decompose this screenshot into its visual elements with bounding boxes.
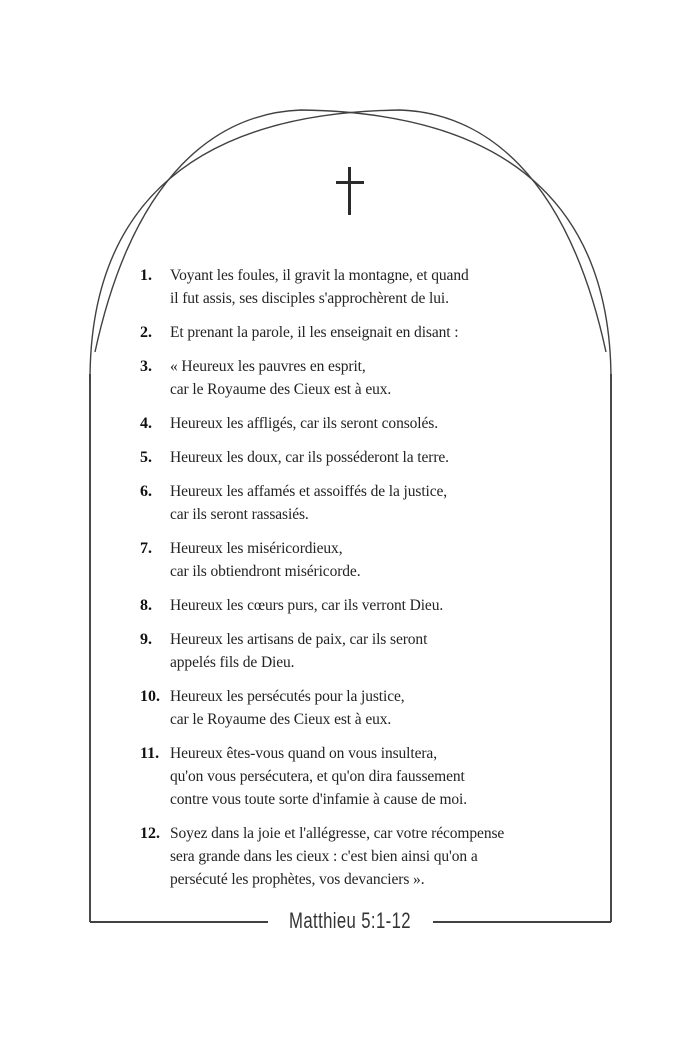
verse-number: 3. (140, 358, 152, 375)
beatitude-item (140, 822, 590, 891)
beatitude-item (140, 355, 590, 401)
verse-number: 4. (140, 415, 152, 432)
verse-text: Voyant les foules, il gravit la montagne, et quand il fut assis, ses disciples s'approchèrent de lui. (170, 267, 469, 307)
beatitudes-list (140, 264, 590, 902)
verse-number: 1. (140, 267, 152, 284)
verse-text: Heureux les doux, car ils posséderont la terre. (170, 449, 449, 466)
verse-number: 7. (140, 540, 152, 557)
verse-text: Heureux les miséricordieux, car ils obtiendront miséricorde. (170, 540, 361, 580)
verse-text: Et prenant la parole, il les enseignait en disant : (170, 324, 459, 341)
cross-horizontal-bar (336, 181, 365, 184)
verse-text: Heureux êtes-vous quand on vous insultera, qu'on vous persécutera, et qu'on dira faussement contre vous toute sorte d'infamie à cause de moi. (170, 745, 468, 808)
verse-text: Soyez dans la joie et l'allégresse, car votre récompense sera grande dans les cieux : c'est bien ainsi qu'on a persécuté les prophètes, vos devanciers ». (170, 825, 505, 888)
beatitude-item (140, 594, 590, 617)
verse-text: Heureux les cœurs purs, car ils verront Dieu. (170, 597, 444, 614)
beatitude-item (140, 685, 590, 731)
verse-number: 5. (140, 449, 152, 466)
verse-number: 8. (140, 597, 152, 614)
verse-number: 10. (140, 688, 160, 705)
beatitude-item (140, 264, 590, 310)
beatitude-item (140, 321, 590, 344)
verse-number: 12. (140, 825, 160, 842)
cross-vertical-bar (348, 167, 351, 215)
verse-text: Heureux les affamés et assoiffés de la justice, car ils seront rassasiés. (170, 483, 448, 523)
verse-number: 2. (140, 324, 152, 341)
verse-number: 6. (140, 483, 152, 500)
verse-text: Heureux les affligés, car ils seront consolés. (170, 415, 439, 432)
verse-number: 9. (140, 631, 152, 648)
beatitude-item (140, 742, 590, 811)
beatitude-item (140, 412, 590, 435)
verse-text: Heureux les persécutés pour la justice, car le Royaume des Cieux est à eux. (170, 688, 405, 728)
beatitude-item (140, 480, 590, 526)
beatitude-item (140, 446, 590, 469)
verse-text: Heureux les artisans de paix, car ils seront appelés fils de Dieu. (170, 631, 428, 671)
verse-text: « Heureux les pauvres en esprit, car le Royaume des Cieux est à eux. (170, 358, 392, 398)
verse-number: 11. (140, 745, 160, 762)
beatitude-item (140, 537, 590, 583)
scripture-reference: Matthieu 5:1-12 (289, 908, 411, 933)
beatitude-item (140, 628, 590, 674)
